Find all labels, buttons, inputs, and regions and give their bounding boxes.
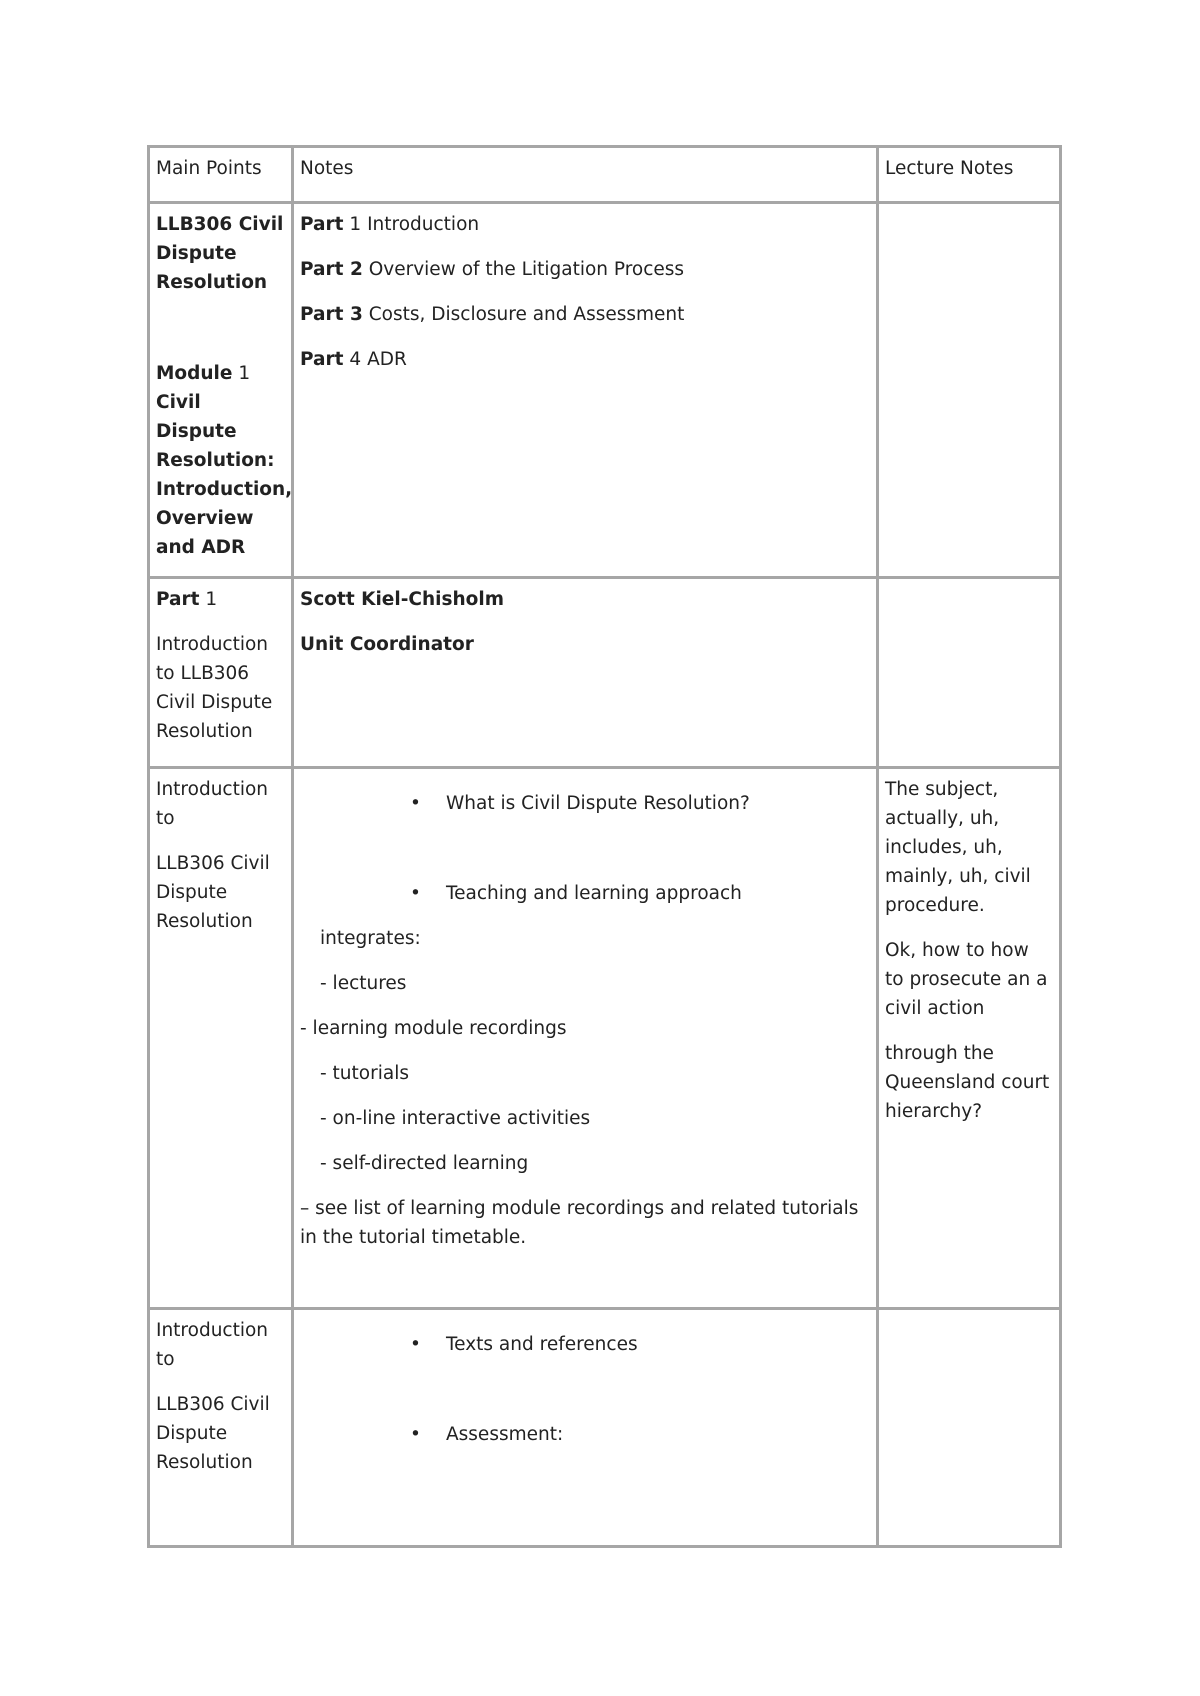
part-line: Part 3 Costs, Disclosure and Assessment [300,304,685,325]
list-item: • Teaching and learning approach [300,879,870,908]
module-heading: Module 1 [156,363,251,384]
coordinator-name: Scott Kiel-Chisholm [300,589,504,610]
table-row [149,203,1061,578]
lecture-note: through the Queensland court hierarchy? [885,1043,1050,1122]
notes-cell [293,1309,878,1547]
module-title: Civil Dispute Resolution: Introduction, Overview and ADR [156,392,293,558]
part-subtitle: Introduction to LLB306 Civil Dispute Resolution [156,634,273,742]
header-lecture-notes: Lecture Notes [878,147,1061,203]
lecture-notes-cell [878,578,1061,768]
table-row [149,768,1061,1309]
lecture-notes-cell [878,768,1061,1309]
bullet-icon: • [410,1334,421,1355]
part-line: Part 2 Overview of the Litigation Process [300,259,685,280]
main-points-cell [149,578,293,768]
notes-cell [293,203,878,578]
integrates-label: integrates: [320,928,421,949]
lecture-notes-cell [878,203,1061,578]
topic-line: LLB306 Civil Dispute Resolution [156,853,270,932]
lecture-note: Ok, how to how to prosecute an a civil action [885,940,1048,1019]
header-main-points: Main Points [149,147,293,203]
topic-line: LLB306 Civil Dispute Resolution [156,1394,270,1473]
notes-table [147,145,1062,1548]
method-item: - self-directed learning [320,1153,529,1174]
part-line: Part 4 ADR [300,349,407,370]
course-title: LLB306 Civil Dispute Resolution [156,214,284,293]
main-points-cell [149,203,293,578]
lecture-note: The subject, actually, uh, includes, uh, mainly, uh, civil procedure. [885,779,1031,916]
lecture-notes-cell [878,1309,1061,1547]
list-item: • Texts and references [300,1330,870,1359]
topic-line: Introduction to [156,1320,269,1370]
method-item: - tutorials [320,1063,409,1084]
bullet-icon: • [410,883,421,904]
header-row [149,147,1061,203]
part-heading: Part 1 [156,589,218,610]
table-row [149,578,1061,768]
method-item: - lectures [320,973,407,994]
list-item: • Assessment: [300,1420,870,1449]
main-points-cell [149,768,293,1309]
notes-cell [293,578,878,768]
coordinator-role: Unit Coordinator [300,634,474,655]
bullet-icon: • [410,793,421,814]
notes-cell [293,768,878,1309]
table-row [149,1309,1061,1547]
method-item: - on-line interactive activities [320,1108,591,1129]
method-item: - learning module recordings [300,1018,567,1039]
main-points-cell [149,1309,293,1547]
header-notes: Notes [293,147,878,203]
list-item: • What is Civil Dispute Resolution? [300,789,870,818]
timetable-note: – see list of learning module recordings and related tutorials in the tutorial timetable. [300,1198,859,1248]
bullet-icon: • [410,1424,421,1445]
topic-line: Introduction to [156,779,269,829]
part-line: Part 1 Introduction [300,214,480,235]
